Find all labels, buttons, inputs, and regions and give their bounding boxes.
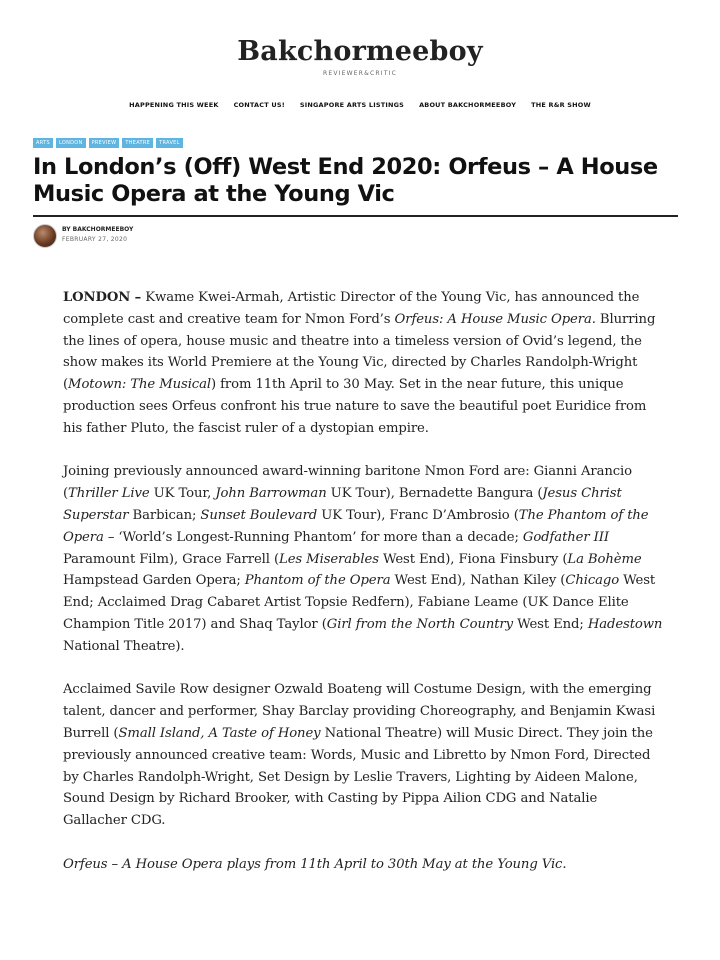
dateline: LONDON – bbox=[63, 290, 142, 305]
text-span: West End), Fiona Finsbury ( bbox=[378, 551, 568, 567]
title-italic: The Phantom of the Opera – bbox=[63, 507, 649, 545]
nav-contact-us[interactable]: CONTACT US! bbox=[233, 101, 285, 109]
title-italic: Godfather III bbox=[522, 529, 609, 545]
paragraph-4 bbox=[63, 854, 663, 876]
title-italic: Sunset Boulevard bbox=[200, 507, 318, 523]
title-italic: Motown: The Musical bbox=[68, 377, 211, 393]
text-span: West End), Nathan Kiley ( bbox=[390, 573, 566, 589]
tag-london[interactable]: LONDON bbox=[56, 138, 86, 148]
title-italic: Jesus Christ Superstar bbox=[63, 486, 622, 523]
article-headline: In London’s (Off) West End 2020: Orfeus – A House Music Opera at the Young Vic bbox=[33, 154, 658, 207]
text-span: West End; Acclaimed Drag Cabaret Artist Topsie Redfern), Fabiane Leame (UK Dance Elite Champion Title 2017) and Shaq Taylor ( bbox=[63, 573, 656, 632]
tag-travel[interactable]: TRAVEL bbox=[156, 138, 183, 148]
text-span: UK Tour), Bernadette Bangura ( bbox=[326, 486, 543, 502]
text-span: UK Tour), Franc D’Ambrosio ( bbox=[317, 507, 519, 523]
article-body bbox=[63, 287, 663, 897]
text-span: Hampstead Garden Opera; bbox=[63, 573, 245, 589]
text-span: Paramount Film), Grace Farrell ( bbox=[63, 551, 280, 567]
tag-preview[interactable]: PREVIEW bbox=[89, 138, 120, 148]
title-italic: Thriller Live bbox=[68, 486, 150, 502]
text-span: ‘World’s Longest-Running Phantom’ for more than a decade; bbox=[114, 529, 523, 545]
run-dates-italic: Orfeus – A House Opera plays from 11th April to 30th May at the Young Vic. bbox=[63, 856, 567, 872]
title-italic: Chicago bbox=[565, 573, 620, 589]
author-avatar[interactable] bbox=[33, 224, 57, 248]
title-italic: John Barrowman bbox=[215, 486, 327, 502]
site-title[interactable]: Bakchormeeboy bbox=[237, 36, 483, 67]
publish-date: FEBRUARY 27, 2020 bbox=[62, 235, 128, 243]
text-span: UK Tour, bbox=[149, 486, 216, 502]
nav-about-bakchormeeboy[interactable]: ABOUT BAKCHORMEEBOY bbox=[419, 101, 517, 109]
text-span: Joining previously announced award-winning baritone Nmon Ford are: Gianni Arancio ( bbox=[63, 464, 632, 502]
site-tagline: REVIEWER&CRITIC bbox=[323, 70, 397, 77]
title-italic: Girl from the North Country bbox=[326, 616, 513, 632]
text-span: Acclaimed Savile Row designer Ozwald Boateng will Costume Design, with the emerging talent, dancer and performer, Shay Barclay providing Choreography, and Benjamin Kwasi Burrell ( bbox=[63, 682, 656, 741]
title-italic: La Bohème bbox=[567, 551, 642, 567]
text-span: ) from 11th April to 30 May. Set in the near future, this unique production sees Orfeus confront his true nature to save the beautiful poet Euridice from his father Pluto, the fascist ruler of a dystopian empire. bbox=[63, 377, 647, 436]
main-nav bbox=[0, 101, 720, 109]
title-italic: Orfeus: A House Music Opera. bbox=[394, 311, 596, 327]
tag-theatre[interactable]: THEATRE bbox=[122, 138, 153, 148]
nav-singapore-arts-listings[interactable]: SINGAPORE ARTS LISTINGS bbox=[299, 101, 405, 109]
nav-happening-this-week[interactable]: HAPPENING THIS WEEK bbox=[129, 101, 219, 109]
title-italic: Les Miserables bbox=[279, 551, 379, 567]
nav-rr-show[interactable]: THE R&R SHOW bbox=[531, 101, 591, 109]
paragraph-2 bbox=[63, 461, 663, 657]
author-name[interactable]: BY BAKCHORMEEBOY bbox=[62, 225, 134, 233]
paragraph-3 bbox=[63, 679, 663, 832]
text-span: National Theatre) will Music Direct. They join the previously announced creative team: Words, Music and Libretto by Nmon Ford, Directed by Charles Randolph-Wright, Set Design by Leslie Travers, Lighting by Aideen Malone, Sound Design by Richard Brooker, with Casting by Pippa Ailion CDG and Natalie Gallacher CDG. bbox=[63, 725, 653, 829]
byline bbox=[33, 224, 678, 248]
title-italic: Small Island, A Taste of Honey bbox=[118, 725, 321, 741]
text-span: West End; bbox=[512, 616, 588, 632]
text-span: Blurring the lines of opera, house music and theatre into a timeless version of Ovid’s legend, the show makes its World Premiere at the Young Vic, directed by Charles Randolph-Wright ( bbox=[63, 311, 656, 393]
title-italic: Hadestown bbox=[587, 616, 663, 632]
paragraph-1 bbox=[63, 287, 663, 440]
headline-divider bbox=[33, 215, 678, 217]
tag-arts[interactable]: ARTS bbox=[33, 138, 53, 148]
article-header bbox=[33, 138, 678, 248]
text-span: Barbican; bbox=[128, 507, 201, 523]
site-header bbox=[0, 0, 720, 109]
tag-list bbox=[33, 138, 678, 148]
text-span: Kwame Kwei-Armah, Artistic Director of the Young Vic, has announced the complete cast and creative team for Nmon Ford’s bbox=[63, 290, 640, 327]
title-italic: Phantom of the Opera bbox=[244, 573, 391, 589]
text-span: National Theatre). bbox=[63, 638, 185, 654]
